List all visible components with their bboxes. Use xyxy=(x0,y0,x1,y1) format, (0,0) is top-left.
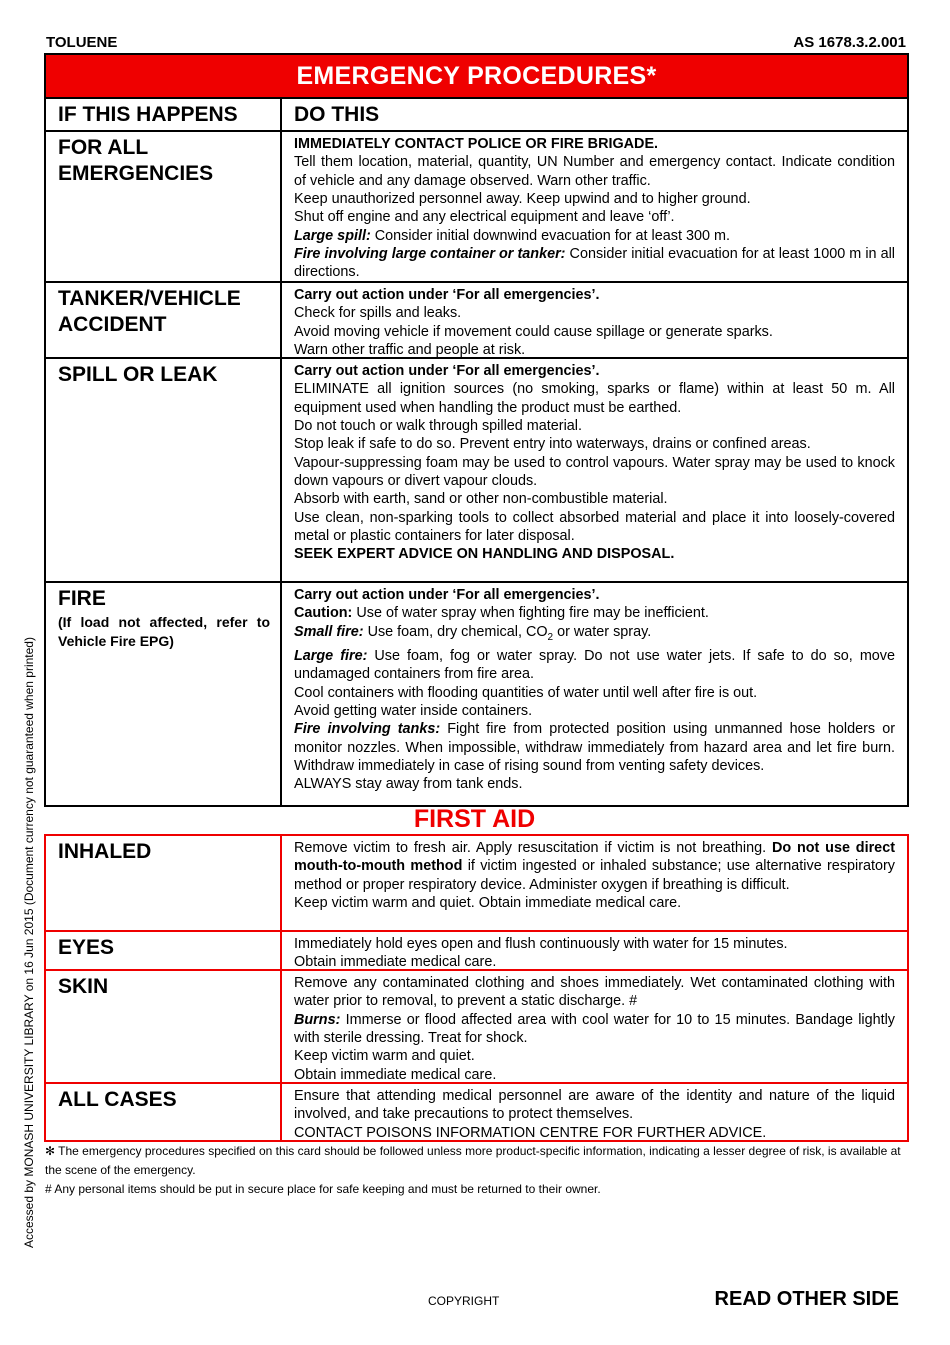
text-line: Keep victim warm and quiet. Obtain immediate medical care. xyxy=(294,895,682,912)
label-eyes: EYES xyxy=(58,936,115,959)
label-emergencies: EMERGENCIES xyxy=(58,162,214,185)
text-line: Fire involving tanks: Fight fire from protected position using unmanned hose holders or monitor nozzles. When impossible, withdraw immediately from hazard area and let fire burn. Withdraw immediately in case of rising sound from venting safety devices. xyxy=(294,721,895,774)
text-line: Caution: Use of water spray when fighting fire may be inefficient. xyxy=(294,605,709,622)
text-line: Stop leak if safe to do so. Prevent entry into waterways, drains or confined areas. xyxy=(294,436,811,453)
label-accident: ACCIDENT xyxy=(58,313,167,336)
text-line: Absorb with earth, sand or other non-combustible material. xyxy=(294,491,668,508)
text-line: Burns: Immerse or flood affected area with cool water for 10 to 15 minutes. Bandage lightly with sterile dressing. Treat for shock. xyxy=(294,1011,895,1047)
first-aid-title: FIRST AID xyxy=(413,805,536,833)
text-line: Warn other traffic and people at risk. xyxy=(294,342,526,359)
text-line: Keep unauthorized personnel away. Keep upwind and to higher ground. xyxy=(294,191,751,208)
col-if-this-happens: IF THIS HAPPENS xyxy=(46,99,282,130)
label-tanker: TANKER/VEHICLE xyxy=(58,287,241,310)
standard-number: AS 1678.3.2.001 xyxy=(793,34,906,51)
text-line: Carry out action under ‘For all emergencies’. xyxy=(294,587,600,603)
emergency-title: EMERGENCY PROCEDURES* xyxy=(46,55,907,99)
text-line: CONTACT POISONS INFORMATION CENTRE FOR FURTHER ADVICE. xyxy=(294,1124,767,1141)
footnote-asterisk: ✻ The emergency procedures specified on this card should be followed unless more product-specific information, indicating a lesser degree of risk, is available at the scene of the emergency. xyxy=(45,1144,901,1177)
product-name: TOLUENE xyxy=(46,34,118,51)
label-for-all: FOR ALL xyxy=(58,136,149,159)
footnotes xyxy=(45,1142,907,1199)
text-line: Tell them location, material, quantity, UN Number and emergency contact. Indicate condition of vehicle and any damage observed. Warn other traffic. xyxy=(294,154,895,189)
text-line: Do not touch or walk through spilled material. xyxy=(294,418,582,435)
text-line: ELIMINATE all ignition sources (no smoking, sparks or flame) within at least 50 m. All equipment used when handling the product must be earthed. xyxy=(294,381,895,416)
first-aid-table xyxy=(44,834,909,1142)
text-line: IMMEDIATELY CONTACT POLICE OR FIRE BRIGADE. xyxy=(294,136,659,152)
row-skin xyxy=(46,971,907,1084)
label-fire-note: (If load not affected, refer to Vehicle Fire EPG) xyxy=(58,614,270,649)
text-line: Fire involving large container or tanker: Consider initial evacuation for at least 1000 m in all directions. xyxy=(294,246,896,281)
text-line: Large fire: Use foam, fog or water spray. Do not use water jets. If safe to do so, move undamaged containers from fire area. xyxy=(294,647,896,683)
text-line: Remove victim to fresh air. Apply resuscitation if victim is not breathing. Do not use direct mouth-to-mouth method if victim ingested or inhaled substance; use alternative respiratory method or proper respiratory device. Administer oxygen if breathing is difficult. xyxy=(294,840,895,893)
label-all-cases: ALL CASES xyxy=(58,1088,177,1111)
label-spill: SPILL OR LEAK xyxy=(58,363,218,386)
text-line: Large spill: Consider initial downwind evacuation for at least 300 m. xyxy=(294,227,730,244)
footnote-hash: # Any personal items should be put in secure place for safe keeping and must be returned to their owner. xyxy=(45,1182,601,1196)
text-line: ALWAYS stay away from tank ends. xyxy=(294,776,523,793)
text-line: Keep victim warm and quiet. xyxy=(294,1048,475,1065)
table-header xyxy=(46,99,907,132)
row-fire xyxy=(46,583,907,805)
text-line: Immediately hold eyes open and flush continuously with water for 15 minutes. xyxy=(294,936,788,952)
text-line: Carry out action under ‘For all emergencies’. xyxy=(294,363,600,379)
read-other-side: READ OTHER SIDE xyxy=(714,1288,899,1310)
text-line: Check for spills and leaks. xyxy=(294,305,462,322)
text-line: Use clean, non-sparking tools to collect absorbed material and place it into loosely-covered metal or plastic containers for later disposal. xyxy=(294,509,895,545)
text-line: Remove any contaminated clothing and shoes immediately. Wet contaminated clothing with water prior to removal, to prevent a static discharge. # xyxy=(294,975,895,1010)
row-inhaled xyxy=(46,836,907,932)
col-do-this: DO THIS xyxy=(294,103,380,126)
text-line: Shut off engine and any electrical equipment and leave ‘off’. xyxy=(294,209,675,226)
text-line: Avoid moving vehicle if movement could cause spillage or generate sparks. xyxy=(294,323,773,340)
row-tanker-accident xyxy=(46,283,907,359)
text-line: Vapour-suppressing foam may be used to control vapours. Water spray may be used to knock down vapours or divert vapour clouds. xyxy=(294,454,895,490)
text-line: Small fire: Use foam, dry chemical, $CO_2$ or water spray. xyxy=(294,623,652,643)
label-inhaled: INHALED xyxy=(58,840,152,863)
row-all-cases xyxy=(46,1084,907,1140)
copyright: COPYRIGHT xyxy=(428,1294,500,1308)
text-line: Cool containers with flooding quantities of water until well after fire is out. xyxy=(294,684,758,701)
top-header xyxy=(45,34,906,52)
text-line: Ensure that attending medical personnel are aware of the identity and nature of the liquid involved, and take precautions to protect themselves. xyxy=(294,1088,895,1123)
text-line: Carry out action under ‘For all emergencies’. xyxy=(294,287,600,303)
text-line: Avoid getting water inside containers. xyxy=(294,702,533,719)
text-line: SEEK EXPERT ADVICE ON HANDLING AND DISPOSAL. xyxy=(294,546,675,563)
label-skin: SKIN xyxy=(58,975,109,998)
text-line: Obtain immediate medical care. xyxy=(294,954,497,971)
side-access-note: Accessed by MONASH UNIVERSITY LIBRARY on 16 Jun 2015 (Document currency not guaranteed when printed) xyxy=(22,637,36,1248)
text-line: Obtain immediate medical care. xyxy=(294,1066,497,1083)
emergency-procedures-table xyxy=(44,53,909,807)
row-spill-or-leak xyxy=(46,359,907,583)
row-eyes xyxy=(46,932,907,971)
label-fire: FIRE xyxy=(58,587,106,610)
row-all-emergencies xyxy=(46,132,907,283)
